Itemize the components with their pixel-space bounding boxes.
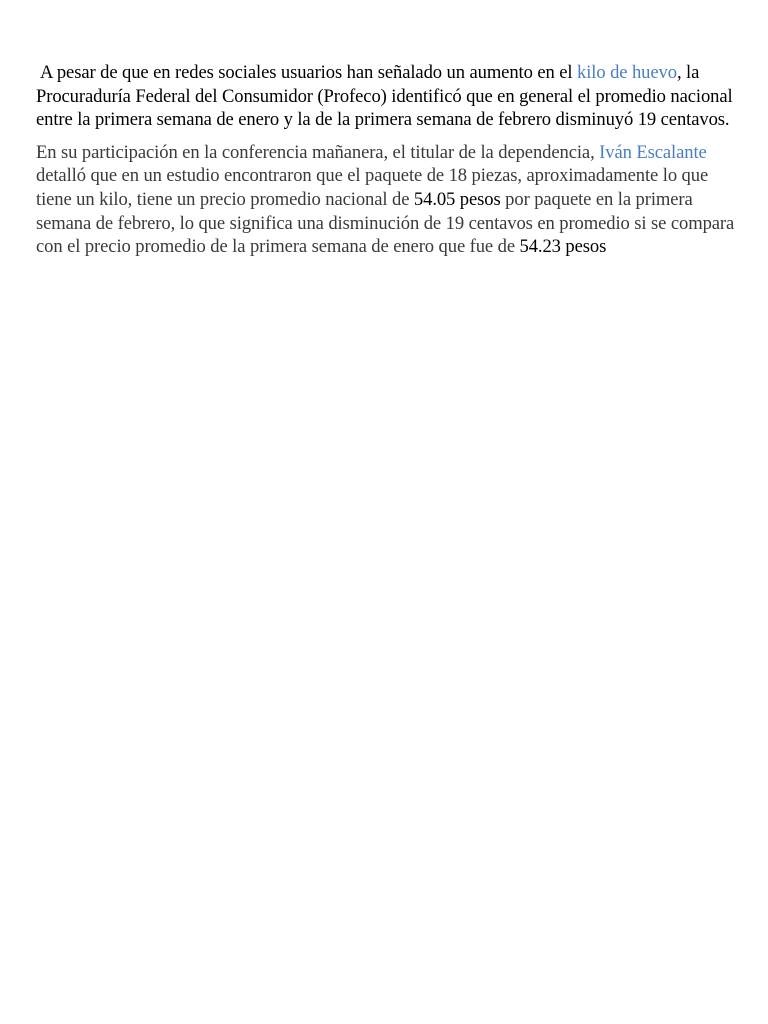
- paragraph-lead-text-start: A pesar de que en redes sociales usuarios han señalado un aumento en el: [40, 62, 578, 83]
- paragraph-detail-text-middle: detalló que en un estudio encontraron que el paquete de 18 piezas, aproximadamente lo que tiene un kilo, tiene un precio promedio nacional de: [36, 165, 709, 210]
- price-february: 54.05 pesos: [413, 188, 501, 210]
- paragraph-detail-text-start: En su participación en la conferencia mañanera, el titular de la dependencia,: [36, 141, 600, 163]
- paragraph-detail: [36, 141, 736, 259]
- paragraph-lead-text-end: , la Procuraduría Federal del Consumidor (Profeco) identificó que en general el promedio nacional entre la primera semana de enero y la de la primera semana de febrero disminuyó 19 centavos.: [36, 62, 733, 131]
- paragraph-detail-text-continued: por paquete en la primera semana de febrero, lo que significa una disminución de 19 centavos en promedio si se compara con el precio promedio de la primera semana de enero que fue de: [36, 188, 735, 258]
- price-january: 54.23 pesos: [519, 236, 607, 258]
- article-body: [36, 61, 736, 259]
- paragraph-lead: [36, 61, 736, 132]
- link-kilo-de-huevo[interactable]: kilo de huevo: [577, 62, 677, 83]
- link-ivan-escalante[interactable]: Iván Escalante: [599, 141, 707, 163]
